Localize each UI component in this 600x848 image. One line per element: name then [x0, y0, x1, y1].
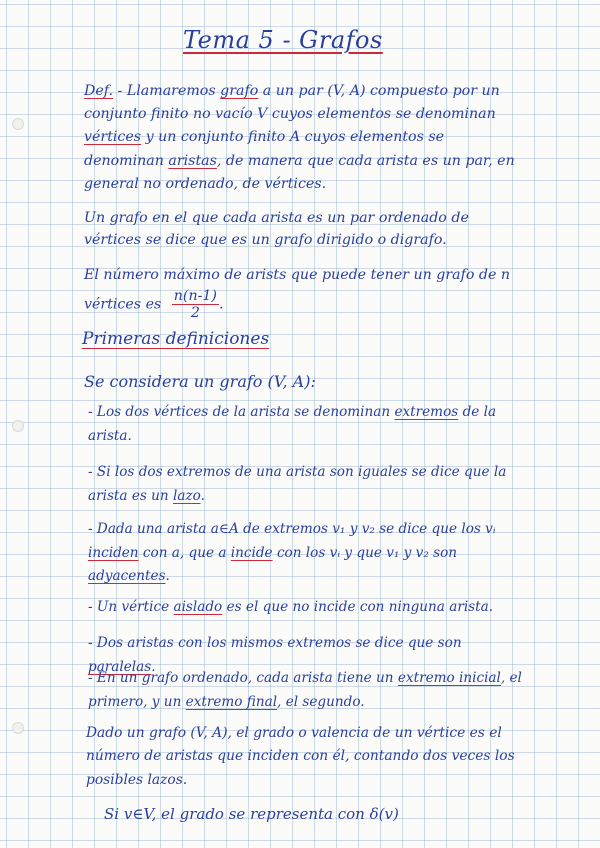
- max-edges-paragraph: El número máximo de arists que puede tener un grafo de n vértices es $\frac{n(n-1)}{2}$ .: [84, 267, 511, 321]
- def-label: Def.: [84, 83, 114, 99]
- binder-hole: [12, 118, 24, 130]
- fraction-numerator: n(n-1): [173, 287, 217, 304]
- term-extremo-final: extremo final: [185, 693, 278, 710]
- section-heading: Primeras definiciones: [82, 329, 270, 349]
- term-vertices: vértices: [84, 129, 142, 146]
- term-lazo: lazo: [173, 487, 201, 504]
- list-item: [88, 518, 524, 589]
- max-edges-fraction: [172, 288, 219, 321]
- term-aislado: aislado: [173, 599, 223, 615]
- term-grafo: grafo: [220, 83, 259, 99]
- def-text-4: , de manera que cada arista es un par, en general no ordenado, de vértices.: [84, 152, 515, 192]
- definition-paragraph: [84, 80, 524, 196]
- term-aristas: aristas: [168, 152, 217, 169]
- term-extremos: extremos: [394, 404, 459, 420]
- fraction-denominator: 2: [190, 304, 200, 321]
- term-extremo-inicial: extremo inicial: [397, 670, 501, 686]
- grado-paragraph: Dado un grafo (V, A), el grado o valencia de un vértice es el número de aristas que inciden con él, contando dos veces los posibles lazos.: [86, 725, 515, 788]
- item-text: - Si los dos extremos de una arista son iguales se dice que la arista es un: [88, 464, 507, 504]
- item-text: con a, que a: [142, 544, 227, 561]
- page-title: Tema 5 - Grafos: [183, 26, 383, 54]
- item-text: de la arista.: [88, 404, 497, 444]
- item-text: - Un vértice: [88, 599, 170, 615]
- item-text: , el segundo.: [277, 693, 365, 710]
- item-text: - Los dos vértices de la arista se denominan: [88, 404, 391, 420]
- term-paralelas: paralelas: [88, 658, 152, 675]
- def-text-2: a un par (V, A) compuesto por un conjunto finito no vacío V cuyos elementos se denominan: [84, 83, 500, 123]
- term-adyacentes: adyacentes: [88, 568, 166, 584]
- digrafo-paragraph: Un grafo en el que cada arista es un par ordenado de vértices se dice que es un grafo dirigido o digrafo.: [84, 210, 469, 248]
- list-item: [88, 596, 524, 620]
- item-text: con los vᵢ y que v₁ y v₂ son: [276, 544, 458, 561]
- item-text: - En un grafo ordenado, cada arista tiene un: [88, 670, 394, 686]
- list-item: [88, 461, 524, 508]
- def-text-1: - Llamaremos: [117, 83, 216, 99]
- binder-hole: [12, 722, 24, 734]
- def-text-3: y un conjunto finito A cuyos elementos se denominan: [84, 129, 445, 169]
- item-text: .: [151, 658, 156, 675]
- list-item: [88, 667, 524, 714]
- intro-line: Se considera un grafo (V, A):: [84, 372, 316, 391]
- binder-holes: [12, 0, 26, 848]
- item-text: .: [165, 568, 170, 584]
- item-text: .: [200, 487, 205, 504]
- term-inciden: inciden: [88, 544, 139, 561]
- list-item: [88, 401, 524, 448]
- grado-notation-line: Si v∈V, el grado se representa con δ(v): [104, 805, 399, 823]
- item-text: - Dada una arista a∈A de extremos v₁ y v₂ se dice que los vᵢ: [88, 521, 496, 537]
- max-edges-text: El número máximo de arists que puede tener un grafo de n vértices es: [84, 267, 511, 313]
- item-text: - Dos aristas con los mismos extremos se dice que son: [88, 635, 462, 651]
- term-incide: incide: [230, 544, 273, 561]
- item-text: , el primero, y un: [88, 670, 522, 710]
- binder-hole: [12, 420, 24, 432]
- item-text: es el que no incide con ninguna arista.: [226, 599, 494, 615]
